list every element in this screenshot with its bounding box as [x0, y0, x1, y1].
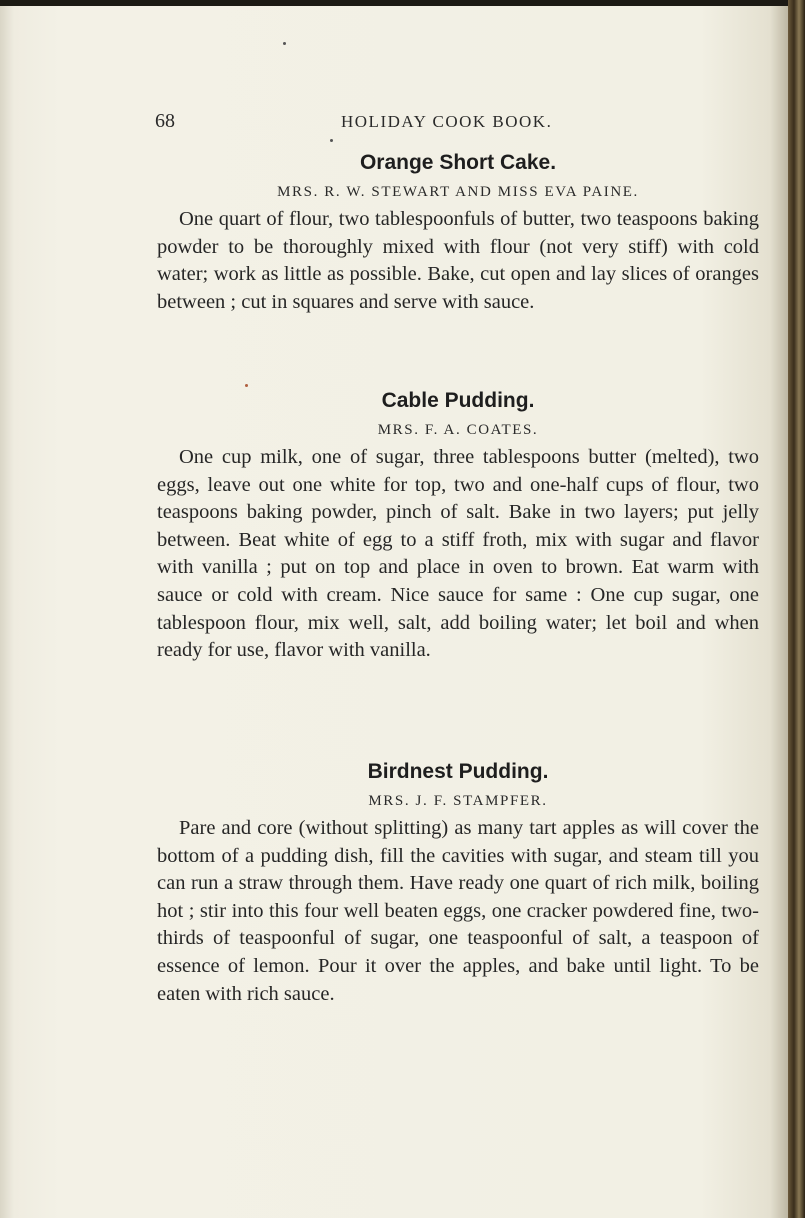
running-title: HOLIDAY COOK BOOK. — [341, 112, 553, 131]
book-page — [0, 6, 788, 1218]
recipe-body: Pare and core (without splitting) as many tart apples as will cover the bottom of a pudding dish, fill the cavities with sugar, and steam till you can run a straw through them. Have ready one quart of rich milk, boiling hot ; stir into this four well beaten eggs, one cracker powdered fine, two-thirds of teaspoonful of sugar, one teaspoonful of salt, a teaspoon of essence of lemon. Pour it over the apples, and bake until light. To be eaten with rich sauce. — [157, 817, 759, 1005]
recipe-orange-short-cake — [157, 148, 759, 316]
recipe-author: MRS. J. F. STAMPFER. — [368, 793, 548, 809]
recipe-cable-pudding — [157, 386, 759, 665]
recipe-title: Birdnest Pudding. — [367, 760, 549, 783]
page-number: 68 — [155, 110, 175, 132]
recipe-body: One cup milk, one of sugar, three tablespoons butter (melted), two eggs, leave out one white for top, two and one-half cups of flour, two teaspoons baking powder, pinch of salt. Bake in two layers; put jelly between. Beat white of egg to a stiff froth, mix with sugar and flavor with vanilla ; put on top and place in oven to brown. Eat warm with sauce or cold with cream. Nice sauce for same : One cup sugar, one tablespoon flour, mix well, salt, add boiling water; let boil and when ready for use, flavor with vanilla. — [157, 446, 759, 662]
recipe-title: Orange Short Cake. — [359, 151, 557, 174]
recipe-title: Cable Pudding. — [381, 389, 535, 412]
recipe-author: MRS. F. A. COATES. — [377, 422, 539, 438]
paper-speck — [283, 42, 286, 45]
recipe-author: MRS. R. W. STEWART AND MISS EVA PAINE. — [277, 184, 639, 200]
page-header — [0, 110, 788, 140]
book-spine-edge — [788, 0, 805, 1218]
recipe-body: One quart of flour, two tablespoonfuls of butter, two teaspoons baking powder to be thoroughly mixed with flour (not very stiff) with cold water; work as little as possible. Bake, cut open and lay slices of oranges between ; cut in squares and serve with sauce. — [157, 208, 759, 313]
recipe-birdnest-pudding — [157, 757, 759, 1008]
